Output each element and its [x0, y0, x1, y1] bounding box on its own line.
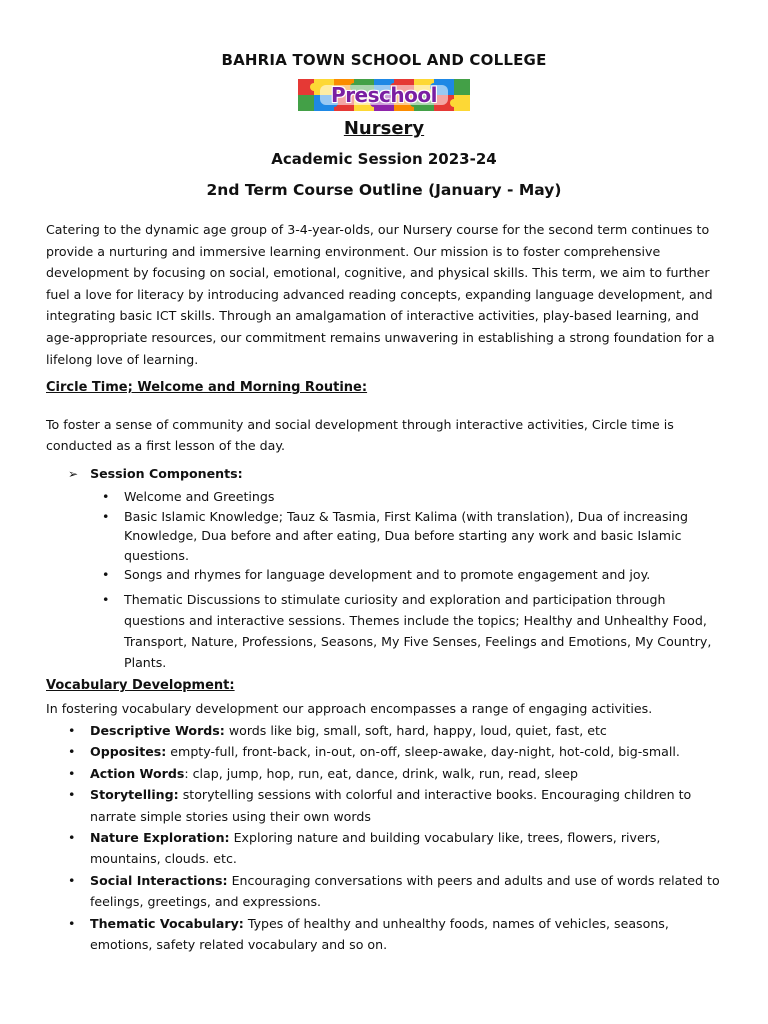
item-text: words like big, small, soft, hard, happy, loud, quiet, fast, etc — [224, 723, 607, 738]
vocabulary-list — [68, 720, 728, 955]
session-components-label: Session Components: — [90, 466, 243, 481]
list-item — [68, 741, 728, 762]
term-title: 2nd Term Course Outline (January - May) — [206, 181, 562, 199]
intro-paragraph: Catering to the dynamic age group of 3-4-year-olds, our Nursery course for the second term continues to provide a nurturing and immersive learning environment. Our mission is to foster comprehensive development by focusing on social, emotional, cognitive, and physical skills. This term, we aim to further fuel a love for literacy by introducing advanced reading concepts, expanding language development, and integrating basic ICT skills. Through an amalgamation of interactive activities, play-based learning, and age-appropriate resources, our commitment remains unwavering in establishing a strong foundation for a lifelong love of learning. — [46, 222, 715, 367]
item-term: Social Interactions: — [90, 872, 228, 888]
list-item — [68, 720, 728, 741]
item-text: Encouraging conversations with peers and adults and use of words related to feelings, greetings, and expressions. — [90, 872, 720, 910]
list-item: • Basic Islamic Knowledge; Tauz & Tasmia, First Kalima (with translation), Dua of increasing Knowledge, Dua before and after eating, Dua before starting any work and basic Islamic questions. — [100, 507, 720, 566]
class-title: Nursery — [343, 118, 425, 139]
preschool-logo — [298, 77, 470, 113]
item-text: empty-full, front-back, in-out, on-off, sleep-awake, day-night, hot-cold, big-small. — [166, 744, 680, 760]
school-name: BAHRIA TOWN SCHOOL AND COLLEGE — [221, 51, 547, 69]
list-item — [68, 784, 728, 827]
list-item — [68, 913, 728, 956]
item-text: Exploring nature and building vocabulary like, trees, flowers, rivers, mountains, clouds. etc. — [90, 830, 661, 867]
list-item — [68, 870, 728, 913]
item-text: Types of healthy and unhealthy foods, names of vehicles, seasons, emotions, safety related vocabulary and so on. — [90, 915, 669, 953]
list-item — [68, 827, 728, 870]
item-term: Thematic Vocabulary: — [90, 915, 244, 931]
item-term: Action Words — [90, 765, 185, 781]
list-item — [68, 763, 728, 784]
item-term: Nature Exploration: — [90, 830, 230, 846]
list-item: • Welcome and Greetings — [100, 487, 720, 507]
item-term: Storytelling: — [90, 787, 179, 803]
circle-time-text: To foster a sense of community and social development through interactive activities, Circle time is conducted as a first lesson of the day. — [46, 417, 674, 453]
vocabulary-intro: In fostering vocabulary development our approach encompasses a range of engaging activities. — [46, 701, 653, 716]
item-term: Descriptive Words: — [90, 723, 225, 738]
item-text: storytelling sessions with colorful and interactive books. Encouraging children to narrate simple stories using their own words — [90, 787, 692, 824]
session-title: Academic Session 2023-24 — [271, 150, 497, 168]
item-text: : clap, jump, hop, run, eat, dance, drink, walk, run, read, sleep — [184, 765, 578, 781]
session-components — [68, 466, 243, 481]
list-item: • Thematic Discussions to stimulate curiosity and exploration and participation through questions and interactive sessions. Themes include the topics; Healthy and Unhealthy Food, Transport, Nature, Professions, Seasons, My Five Senses, Feelings and Emotions, My Country, Plants. — [100, 589, 720, 673]
session-components-list — [100, 487, 720, 673]
vocabulary-heading: Vocabulary Development: — [46, 678, 235, 693]
circle-time-heading: Circle Time; Welcome and Morning Routine: — [46, 380, 368, 395]
list-item: • Songs and rhymes for language development and to promote engagement and joy. — [100, 565, 720, 585]
item-term: Opposites: — [90, 744, 167, 760]
logo-text: Preschool — [331, 83, 437, 107]
arrow-bullet-icon: ➢ — [68, 466, 79, 481]
